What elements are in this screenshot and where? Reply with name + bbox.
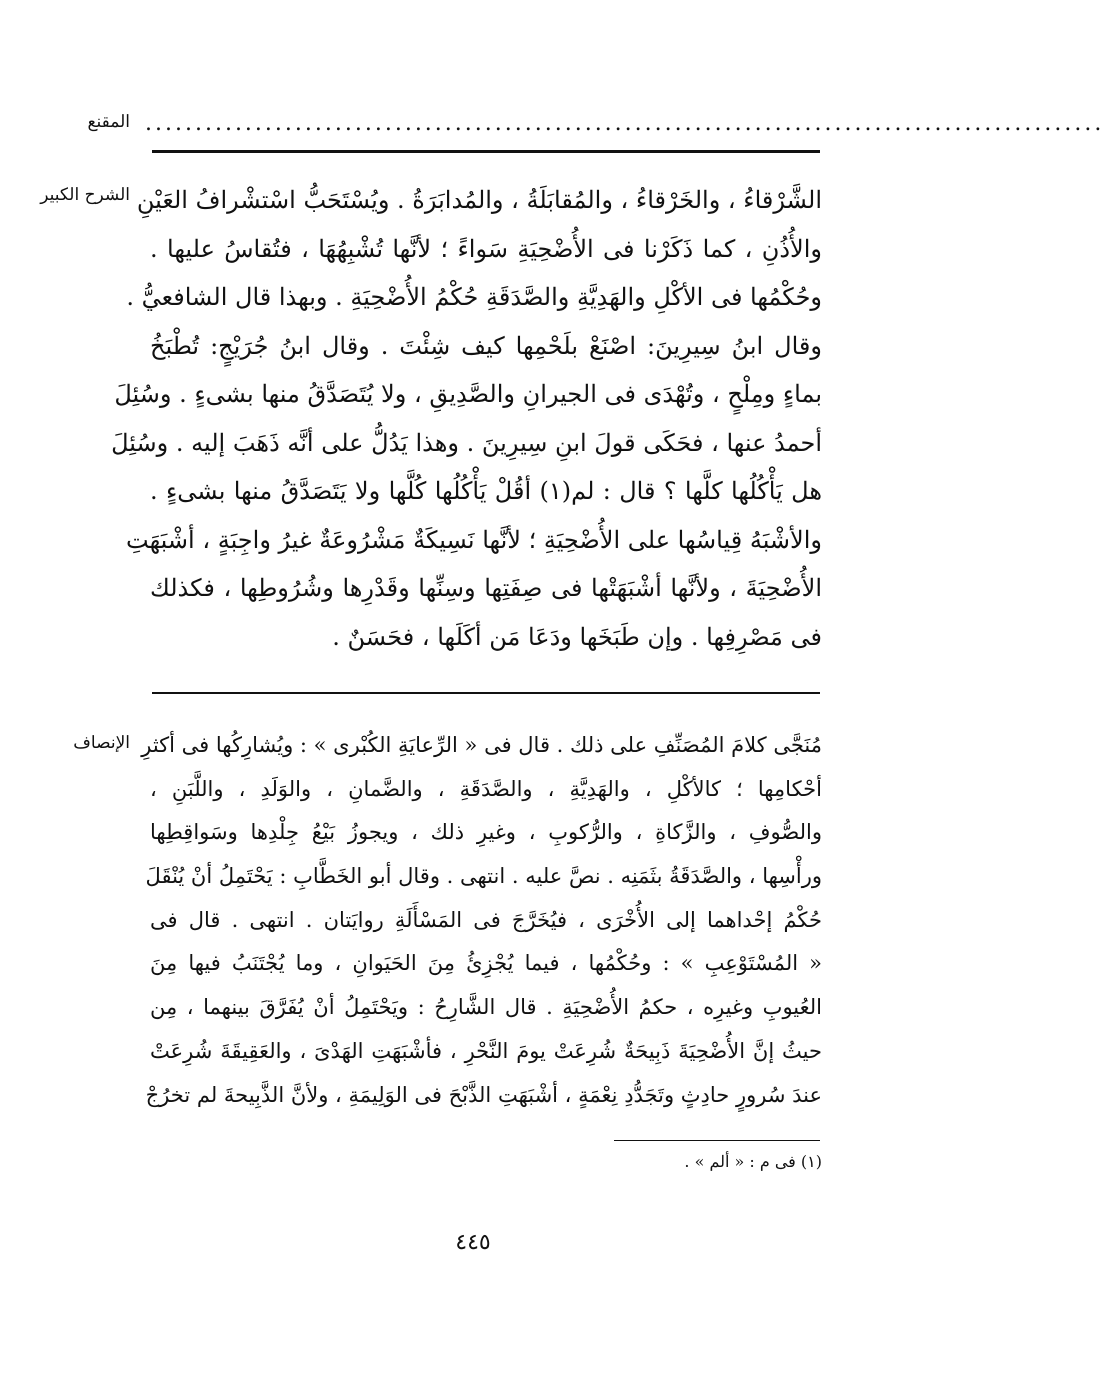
- text-line: بماءٍ ومِلْحٍ ، وتُهْدَى فى الجيرانِ والصَّدِيقِ ، ولا يُتَصَدَّقُ منها بشىءٍ . وسُئِلَ: [114, 380, 822, 408]
- footnote: (١) فى م : « ألم » .: [684, 1152, 822, 1171]
- text-line: الشَّرْقاءُ ، والخَرْقاءُ ، والمُقابَلَةُ ، والمُدابَرَةُ . ويُسْتَحَبُّ اسْتشْرافُ العَيْنِ: [136, 186, 822, 214]
- section-insaf-text: [141, 724, 822, 1117]
- section-divider-rule: [152, 692, 820, 694]
- text-line: العُيوبِ وغيرِه ، حكمُ الأُضْحِيَةِ . قال الشَّارِحُ : ويَحْتَمِلُ أنْ يُفَرَّقَ بينهما ، مِن: [150, 995, 822, 1020]
- header-rule: [152, 150, 820, 153]
- text-line: وقال ابنُ سِيرِينَ: اصْنَعْ بلَحْمِها كيف شِئْتَ . وقال ابنُ جُرَيْجٍ: تُطْبَخُ: [150, 331, 822, 360]
- text-line: والصُّوفِ ، والزَّكاةِ ، والرُّكوبِ ، وغيرِ ذلك ، ويجوزُ بَيْعُ جِلْدِها وسَواقِطِها: [150, 820, 822, 845]
- text-line: حُكْمُ إحْداهما إلى الأُخْرَى ، فيُخَرَّجَ فى المَسْأَلَةِ روايَتان . انتهى . قال فى: [150, 907, 822, 932]
- text-line: والأشْبَهُ قِياسُها على الأُضْحِيَةِ ؛ لأنَّها نَسِيكَةٌ مَشْرُوعَةٌ غيرُ واجِبَةٍ ، أشْبَهَتِ: [126, 525, 822, 554]
- header-dotted-leader: ................................................................................................: [145, 111, 1104, 136]
- section-sharh-kabir-text: [111, 176, 822, 661]
- text-line: أحمدُ عنها ، فحَكَى قولَ ابنِ سِيرِينَ . وهذا يَدُلُّ على أنَّه ذَهَبَ إليه . وسُئِلَ: [111, 428, 822, 457]
- text-line: والأُذُنِ ، كما ذَكَرْنا فى الأُضْحِيَةِ سَواءً ؛ لأنَّها تُشْبِهُهَا ، فتُقاسُ عليها .: [150, 234, 822, 263]
- text-line: وحُكْمُها فى الأكْلِ والهَدِيَّةِ والصَّدَقَةِ حُكْمُ الأُضْحِيَةِ . وبهذا قال الشافعيُّ .: [126, 283, 822, 311]
- section-label-sharh-kabir: الشرح الكبير: [40, 185, 130, 205]
- text-line: « المُسْتَوْعِبِ » : وحُكْمُها ، فيما يُجْزِئُ مِنَ الحَيَوانِ ، وما يُجْتَنَبُ فيها مِنَ: [150, 951, 822, 976]
- text-line: مُنَجَّى كلامَ المُصَنِّفِ على ذلك . قال فى « الرِّعايَةِ الكُبْرى » : ويُشارِكُها فى أكثرِ: [141, 733, 822, 757]
- page-number: ٤٤٥: [455, 1230, 491, 1255]
- text-line: عندَ سُرورٍ حادِثٍ وتَجَدُّدِ نِعْمَةٍ ، أشْبَهَتِ الذَّبْحَ فى الوَلِيمَةِ ، ولأنَّ الذَّبِيحةَ لم تخرُجْ: [145, 1082, 822, 1107]
- footnote-rule: [614, 1140, 820, 1141]
- section-label-insaf: الإنصاف: [73, 733, 130, 753]
- text-line: أحْكامِها ؛ كالأكْلِ ، والهَدِيَّةِ ، والصَّدَقَةِ ، والضَّمانِ ، والوَلَدِ ، واللَّبَنِ ،: [150, 776, 822, 801]
- text-line: ورأْسِها ، والصَّدَقَةُ بثَمَنِه . نصَّ عليه . انتهى . وقال أبو الخَطَّابِ : يَحْتَمِلُ أنْ يُنْقَلَ: [145, 864, 822, 889]
- text-line: حيثُ إنَّ الأُضْحِيَةَ ذَبِيحَةٌ شُرِعَتْ يومَ النَّحْرِ ، فأشْبَهَتِ الهَدْىَ ، والعَقِيقَةَ شُرِعَتْ: [150, 1038, 822, 1063]
- text-line: الأُضْحِيَةَ ، ولأنَّها أشْبَهَتْها فى صِفَتِها وسِنِّها وقَدْرِها وشُرُوطِها ، فكذلك: [150, 574, 822, 602]
- text-line: فى مَصْرِفِها . وإن طَبَخَها ودَعَا مَن أكَلَها ، فحَسَنٌ .: [332, 622, 822, 651]
- running-header: [145, 110, 1104, 140]
- text-line: هل يَأْكُلُها كلَّها ؟ قال : لم(١) أقُلْ يَأْكُلُها كُلَّها ولا يَتَصَدَّقُ منها بشىءٍ .: [150, 477, 822, 505]
- running-header-title: المقنع: [87, 112, 130, 132]
